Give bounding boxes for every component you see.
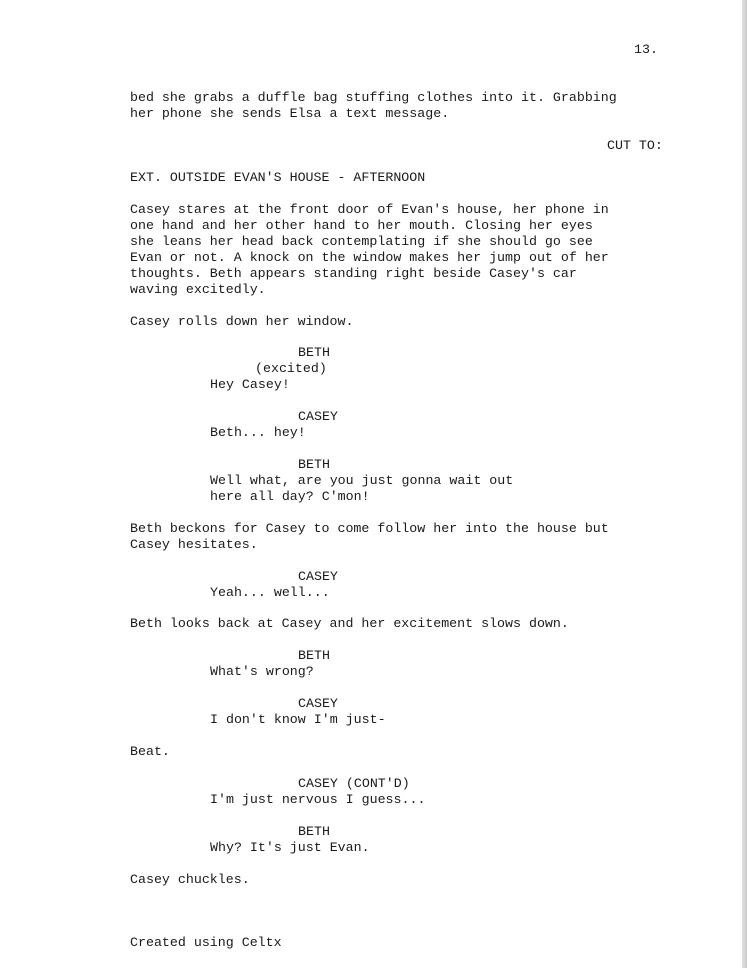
character-cue: CASEY [298,409,338,424]
action-line: bed she grabs a duffle bag stuffing clothes into it. Grabbing [130,90,617,105]
character-cue: BETH [298,457,330,472]
action-line: Casey stares at the front door of Evan's house, her phone in [130,202,609,217]
action-line: Beth beckons for Casey to come follow her into the house but [130,521,609,536]
action-line: waving excitedly. [130,282,266,297]
action-line: one hand and her other hand to her mouth. Closing her eyes [130,218,593,233]
transition: CUT TO: [607,138,663,153]
character-cue: CASEY [298,569,338,584]
dialogue-line: What's wrong? [210,664,314,679]
action-line: Casey chuckles. [130,872,250,887]
action-line: her phone she sends Elsa a text message. [130,106,450,121]
action-line: Evan or not. A knock on the window makes her jump out of her [130,250,609,265]
action-line: she leans her head back contemplating if she should go see [130,234,593,249]
dialogue-line: Hey Casey! [210,377,290,392]
action-line: Casey rolls down her window. [130,314,354,329]
dialogue-line: I'm just nervous I guess... [210,792,426,807]
page-number: 13. [634,42,658,57]
action-line: Beth looks back at Casey and her excitement slows down. [130,616,569,631]
character-cue: BETH [298,648,330,663]
dialogue-line: here all day? C'mon! [210,489,370,504]
dialogue-line: I don't know I'm just- [210,712,386,727]
footer-credit: Created using Celtx [130,935,282,950]
action-line: Casey hesitates. [130,537,258,552]
dialogue-line: Why? It's just Evan. [210,840,370,855]
character-cue: CASEY [298,696,338,711]
page-edge [742,0,747,968]
action-line: thoughts. Beth appears standing right beside Casey's car [130,266,577,281]
character-cue: BETH [298,345,330,360]
character-cue: CASEY (CONT'D) [298,776,410,791]
action-line: Beat. [130,744,170,759]
character-cue: BETH [298,824,330,839]
dialogue-line: Yeah... well... [210,585,330,600]
scene-heading: EXT. OUTSIDE EVAN'S HOUSE - AFTERNOON [130,170,426,185]
dialogue-line: Well what, are you just gonna wait out [210,473,514,488]
parenthetical: (excited) [255,361,327,376]
dialogue-line: Beth... hey! [210,425,306,440]
